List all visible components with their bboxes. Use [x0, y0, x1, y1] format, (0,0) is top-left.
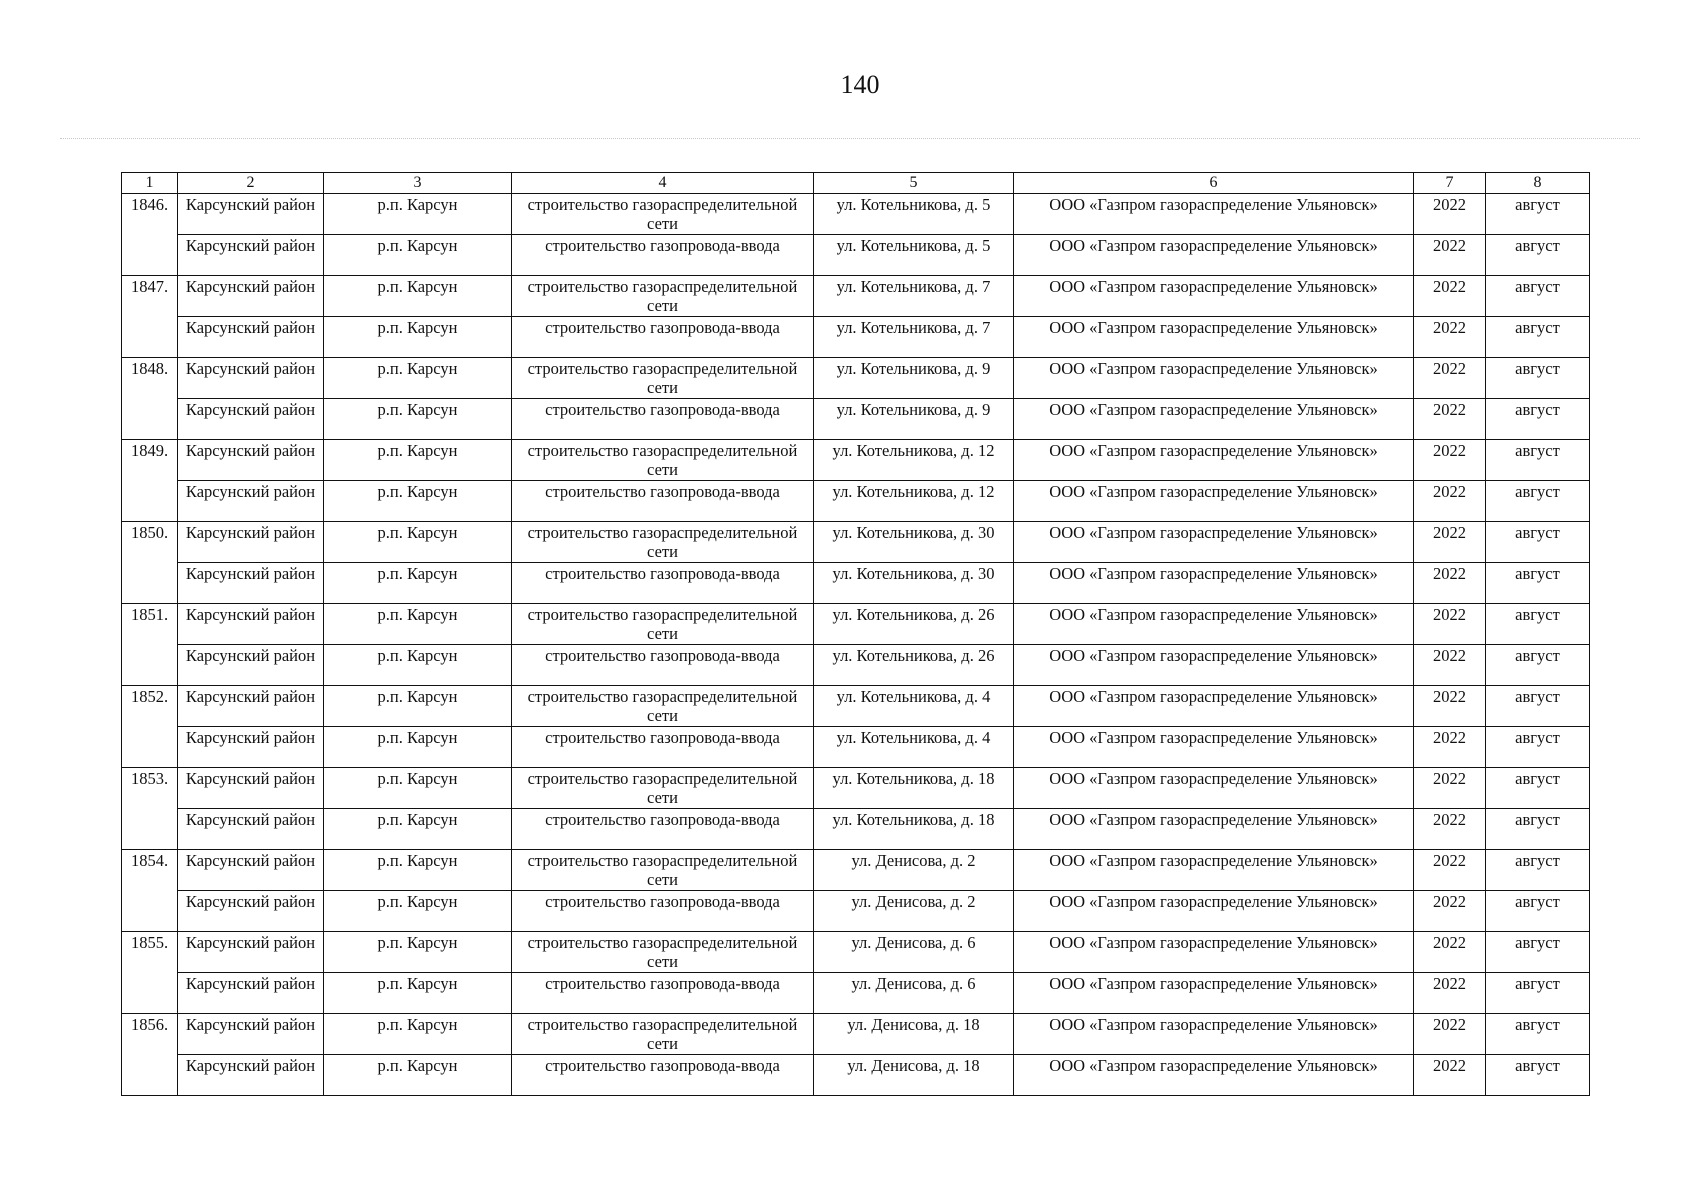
year-cell: 2022 — [1414, 235, 1486, 276]
address-cell: ул. Котельникова, д. 5 — [814, 194, 1014, 235]
table-row — [122, 399, 1590, 440]
work-type-cell: строительство газораспределительной сети — [512, 522, 814, 563]
district-cell: Карсунский район — [178, 522, 324, 563]
organization-cell: ООО «Газпром газораспределение Ульяновск» — [1014, 317, 1414, 358]
address-cell: ул. Денисова, д. 2 — [814, 891, 1014, 932]
organization-cell: ООО «Газпром газораспределение Ульяновск» — [1014, 645, 1414, 686]
locality-cell: р.п. Карсун — [324, 645, 512, 686]
locality-cell: р.п. Карсун — [324, 932, 512, 973]
locality-cell: р.п. Карсун — [324, 358, 512, 399]
address-cell: ул. Котельникова, д. 30 — [814, 563, 1014, 604]
month-cell: август — [1486, 809, 1590, 850]
table-row — [122, 194, 1590, 235]
address-cell: ул. Котельникова, д. 12 — [814, 440, 1014, 481]
organization-cell: ООО «Газпром газораспределение Ульяновск» — [1014, 522, 1414, 563]
organization-cell: ООО «Газпром газораспределение Ульяновск» — [1014, 768, 1414, 809]
district-cell: Карсунский район — [178, 768, 324, 809]
locality-cell: р.п. Карсун — [324, 481, 512, 522]
organization-cell: ООО «Газпром газораспределение Ульяновск» — [1014, 727, 1414, 768]
table-row — [122, 604, 1590, 645]
year-cell: 2022 — [1414, 522, 1486, 563]
row-number-cell: 1852. — [122, 686, 178, 768]
month-cell: август — [1486, 850, 1590, 891]
month-cell: август — [1486, 317, 1590, 358]
year-cell: 2022 — [1414, 850, 1486, 891]
locality-cell: р.п. Карсун — [324, 727, 512, 768]
year-cell: 2022 — [1414, 194, 1486, 235]
row-number-cell: 1849. — [122, 440, 178, 522]
address-cell: ул. Котельникова, д. 18 — [814, 809, 1014, 850]
locality-cell: р.п. Карсун — [324, 194, 512, 235]
address-cell: ул. Котельникова, д. 9 — [814, 358, 1014, 399]
organization-cell: ООО «Газпром газораспределение Ульяновск» — [1014, 850, 1414, 891]
organization-cell: ООО «Газпром газораспределение Ульяновск» — [1014, 973, 1414, 1014]
organization-cell: ООО «Газпром газораспределение Ульяновск» — [1014, 891, 1414, 932]
locality-cell: р.п. Карсун — [324, 1014, 512, 1055]
work-type-cell: строительство газораспределительной сети — [512, 768, 814, 809]
month-cell: август — [1486, 604, 1590, 645]
month-cell: август — [1486, 522, 1590, 563]
year-cell: 2022 — [1414, 891, 1486, 932]
organization-cell: ООО «Газпром газораспределение Ульяновск» — [1014, 1055, 1414, 1096]
work-type-cell: строительство газопровода-ввода — [512, 563, 814, 604]
month-cell: август — [1486, 973, 1590, 1014]
district-cell: Карсунский район — [178, 645, 324, 686]
year-cell: 2022 — [1414, 809, 1486, 850]
district-cell: Карсунский район — [178, 809, 324, 850]
address-cell: ул. Котельникова, д. 7 — [814, 317, 1014, 358]
table-row — [122, 686, 1590, 727]
address-cell: ул. Котельникова, д. 26 — [814, 645, 1014, 686]
work-type-cell: строительство газораспределительной сети — [512, 276, 814, 317]
work-type-cell: строительство газопровода-ввода — [512, 1055, 814, 1096]
table-row — [122, 973, 1590, 1014]
gasification-schedule-table — [121, 172, 1590, 1096]
year-cell: 2022 — [1414, 276, 1486, 317]
table-row — [122, 891, 1590, 932]
work-type-cell: строительство газопровода-ввода — [512, 727, 814, 768]
address-cell: ул. Котельникова, д. 7 — [814, 276, 1014, 317]
district-cell: Карсунский район — [178, 563, 324, 604]
year-cell: 2022 — [1414, 768, 1486, 809]
month-cell: август — [1486, 768, 1590, 809]
month-cell: август — [1486, 563, 1590, 604]
locality-cell: р.п. Карсун — [324, 1055, 512, 1096]
month-cell: август — [1486, 235, 1590, 276]
work-type-cell: строительство газопровода-ввода — [512, 399, 814, 440]
column-header: 7 — [1414, 173, 1486, 194]
locality-cell: р.п. Карсун — [324, 768, 512, 809]
work-type-cell: строительство газораспределительной сети — [512, 686, 814, 727]
table-row — [122, 932, 1590, 973]
organization-cell: ООО «Газпром газораспределение Ульяновск» — [1014, 235, 1414, 276]
month-cell: август — [1486, 727, 1590, 768]
address-cell: ул. Денисова, д. 18 — [814, 1014, 1014, 1055]
locality-cell: р.п. Карсун — [324, 604, 512, 645]
row-number-cell: 1856. — [122, 1014, 178, 1096]
year-cell: 2022 — [1414, 1055, 1486, 1096]
year-cell: 2022 — [1414, 932, 1486, 973]
district-cell: Карсунский район — [178, 1014, 324, 1055]
organization-cell: ООО «Газпром газораспределение Ульяновск» — [1014, 932, 1414, 973]
locality-cell: р.п. Карсун — [324, 317, 512, 358]
district-cell: Карсунский район — [178, 194, 324, 235]
district-cell: Карсунский район — [178, 276, 324, 317]
organization-cell: ООО «Газпром газораспределение Ульяновск» — [1014, 604, 1414, 645]
year-cell: 2022 — [1414, 973, 1486, 1014]
month-cell: август — [1486, 932, 1590, 973]
organization-cell: ООО «Газпром газораспределение Ульяновск» — [1014, 440, 1414, 481]
table-row — [122, 1014, 1590, 1055]
month-cell: август — [1486, 686, 1590, 727]
month-cell: август — [1486, 891, 1590, 932]
district-cell: Карсунский район — [178, 727, 324, 768]
column-header: 4 — [512, 173, 814, 194]
table-row — [122, 235, 1590, 276]
work-type-cell: строительство газопровода-ввода — [512, 317, 814, 358]
column-header: 3 — [324, 173, 512, 194]
year-cell: 2022 — [1414, 481, 1486, 522]
month-cell: август — [1486, 1014, 1590, 1055]
work-type-cell: строительство газораспределительной сети — [512, 194, 814, 235]
table-row — [122, 563, 1590, 604]
address-cell: ул. Денисова, д. 18 — [814, 1055, 1014, 1096]
work-type-cell: строительство газораспределительной сети — [512, 850, 814, 891]
organization-cell: ООО «Газпром газораспределение Ульяновск» — [1014, 358, 1414, 399]
year-cell: 2022 — [1414, 727, 1486, 768]
work-type-cell: строительство газораспределительной сети — [512, 932, 814, 973]
address-cell: ул. Котельникова, д. 26 — [814, 604, 1014, 645]
table-row — [122, 809, 1590, 850]
row-number-cell: 1855. — [122, 932, 178, 1014]
row-number-cell: 1848. — [122, 358, 178, 440]
address-cell: ул. Денисова, д. 6 — [814, 932, 1014, 973]
table-row — [122, 481, 1590, 522]
district-cell: Карсунский район — [178, 481, 324, 522]
address-cell: ул. Котельникова, д. 4 — [814, 686, 1014, 727]
district-cell: Карсунский район — [178, 235, 324, 276]
work-type-cell: строительство газораспределительной сети — [512, 358, 814, 399]
column-header: 1 — [122, 173, 178, 194]
row-number-cell: 1854. — [122, 850, 178, 932]
district-cell: Карсунский район — [178, 1055, 324, 1096]
table-row — [122, 522, 1590, 563]
column-header: 6 — [1014, 173, 1414, 194]
column-header: 8 — [1486, 173, 1590, 194]
organization-cell: ООО «Газпром газораспределение Ульяновск» — [1014, 481, 1414, 522]
locality-cell: р.п. Карсун — [324, 440, 512, 481]
organization-cell: ООО «Газпром газораспределение Ульяновск» — [1014, 563, 1414, 604]
year-cell: 2022 — [1414, 686, 1486, 727]
locality-cell: р.п. Карсун — [324, 563, 512, 604]
month-cell: август — [1486, 399, 1590, 440]
address-cell: ул. Котельникова, д. 18 — [814, 768, 1014, 809]
month-cell: август — [1486, 645, 1590, 686]
scan-artifact-line — [60, 138, 1640, 151]
district-cell: Карсунский район — [178, 850, 324, 891]
address-cell: ул. Денисова, д. 6 — [814, 973, 1014, 1014]
organization-cell: ООО «Газпром газораспределение Ульяновск» — [1014, 686, 1414, 727]
work-type-cell: строительство газопровода-ввода — [512, 481, 814, 522]
organization-cell: ООО «Газпром газораспределение Ульяновск» — [1014, 1014, 1414, 1055]
table-body — [122, 194, 1590, 1096]
district-cell: Карсунский район — [178, 686, 324, 727]
year-cell: 2022 — [1414, 358, 1486, 399]
locality-cell: р.п. Карсун — [324, 399, 512, 440]
organization-cell: ООО «Газпром газораспределение Ульяновск» — [1014, 809, 1414, 850]
district-cell: Карсунский район — [178, 932, 324, 973]
locality-cell: р.п. Карсун — [324, 235, 512, 276]
month-cell: август — [1486, 276, 1590, 317]
address-cell: ул. Котельникова, д. 30 — [814, 522, 1014, 563]
column-header: 2 — [178, 173, 324, 194]
work-type-cell: строительство газораспределительной сети — [512, 1014, 814, 1055]
table-row — [122, 850, 1590, 891]
locality-cell: р.п. Карсун — [324, 973, 512, 1014]
row-number-cell: 1853. — [122, 768, 178, 850]
work-type-cell: строительство газопровода-ввода — [512, 235, 814, 276]
month-cell: август — [1486, 194, 1590, 235]
table-row — [122, 276, 1590, 317]
year-cell: 2022 — [1414, 604, 1486, 645]
row-number-cell: 1847. — [122, 276, 178, 358]
month-cell: август — [1486, 358, 1590, 399]
table-row — [122, 358, 1590, 399]
column-header: 5 — [814, 173, 1014, 194]
work-type-cell: строительство газопровода-ввода — [512, 891, 814, 932]
locality-cell: р.п. Карсун — [324, 891, 512, 932]
row-number-cell: 1851. — [122, 604, 178, 686]
column-number-row — [122, 173, 1590, 194]
district-cell: Карсунский район — [178, 973, 324, 1014]
year-cell: 2022 — [1414, 399, 1486, 440]
table-row — [122, 727, 1590, 768]
row-number-cell: 1850. — [122, 522, 178, 604]
address-cell: ул. Денисова, д. 2 — [814, 850, 1014, 891]
table-row — [122, 440, 1590, 481]
month-cell: август — [1486, 1055, 1590, 1096]
work-type-cell: строительство газораспределительной сети — [512, 604, 814, 645]
address-cell: ул. Котельникова, д. 9 — [814, 399, 1014, 440]
year-cell: 2022 — [1414, 645, 1486, 686]
year-cell: 2022 — [1414, 317, 1486, 358]
table-row — [122, 317, 1590, 358]
organization-cell: ООО «Газпром газораспределение Ульяновск» — [1014, 399, 1414, 440]
row-number-cell: 1846. — [122, 194, 178, 276]
month-cell: август — [1486, 440, 1590, 481]
locality-cell: р.п. Карсун — [324, 850, 512, 891]
address-cell: ул. Котельникова, д. 12 — [814, 481, 1014, 522]
table-row — [122, 768, 1590, 809]
locality-cell: р.п. Карсун — [324, 276, 512, 317]
table-row — [122, 645, 1590, 686]
address-cell: ул. Котельникова, д. 4 — [814, 727, 1014, 768]
table-row — [122, 1055, 1590, 1096]
page-number: 140 — [840, 70, 880, 99]
district-cell: Карсунский район — [178, 317, 324, 358]
month-cell: август — [1486, 481, 1590, 522]
district-cell: Карсунский район — [178, 440, 324, 481]
work-type-cell: строительство газопровода-ввода — [512, 973, 814, 1014]
locality-cell: р.п. Карсун — [324, 522, 512, 563]
year-cell: 2022 — [1414, 440, 1486, 481]
organization-cell: ООО «Газпром газораспределение Ульяновск» — [1014, 276, 1414, 317]
district-cell: Карсунский район — [178, 399, 324, 440]
work-type-cell: строительство газопровода-ввода — [512, 645, 814, 686]
organization-cell: ООО «Газпром газораспределение Ульяновск» — [1014, 194, 1414, 235]
work-type-cell: строительство газопровода-ввода — [512, 809, 814, 850]
district-cell: Карсунский район — [178, 604, 324, 645]
work-type-cell: строительство газораспределительной сети — [512, 440, 814, 481]
year-cell: 2022 — [1414, 1014, 1486, 1055]
address-cell: ул. Котельникова, д. 5 — [814, 235, 1014, 276]
year-cell: 2022 — [1414, 563, 1486, 604]
locality-cell: р.п. Карсун — [324, 809, 512, 850]
district-cell: Карсунский район — [178, 891, 324, 932]
district-cell: Карсунский район — [178, 358, 324, 399]
locality-cell: р.п. Карсун — [324, 686, 512, 727]
